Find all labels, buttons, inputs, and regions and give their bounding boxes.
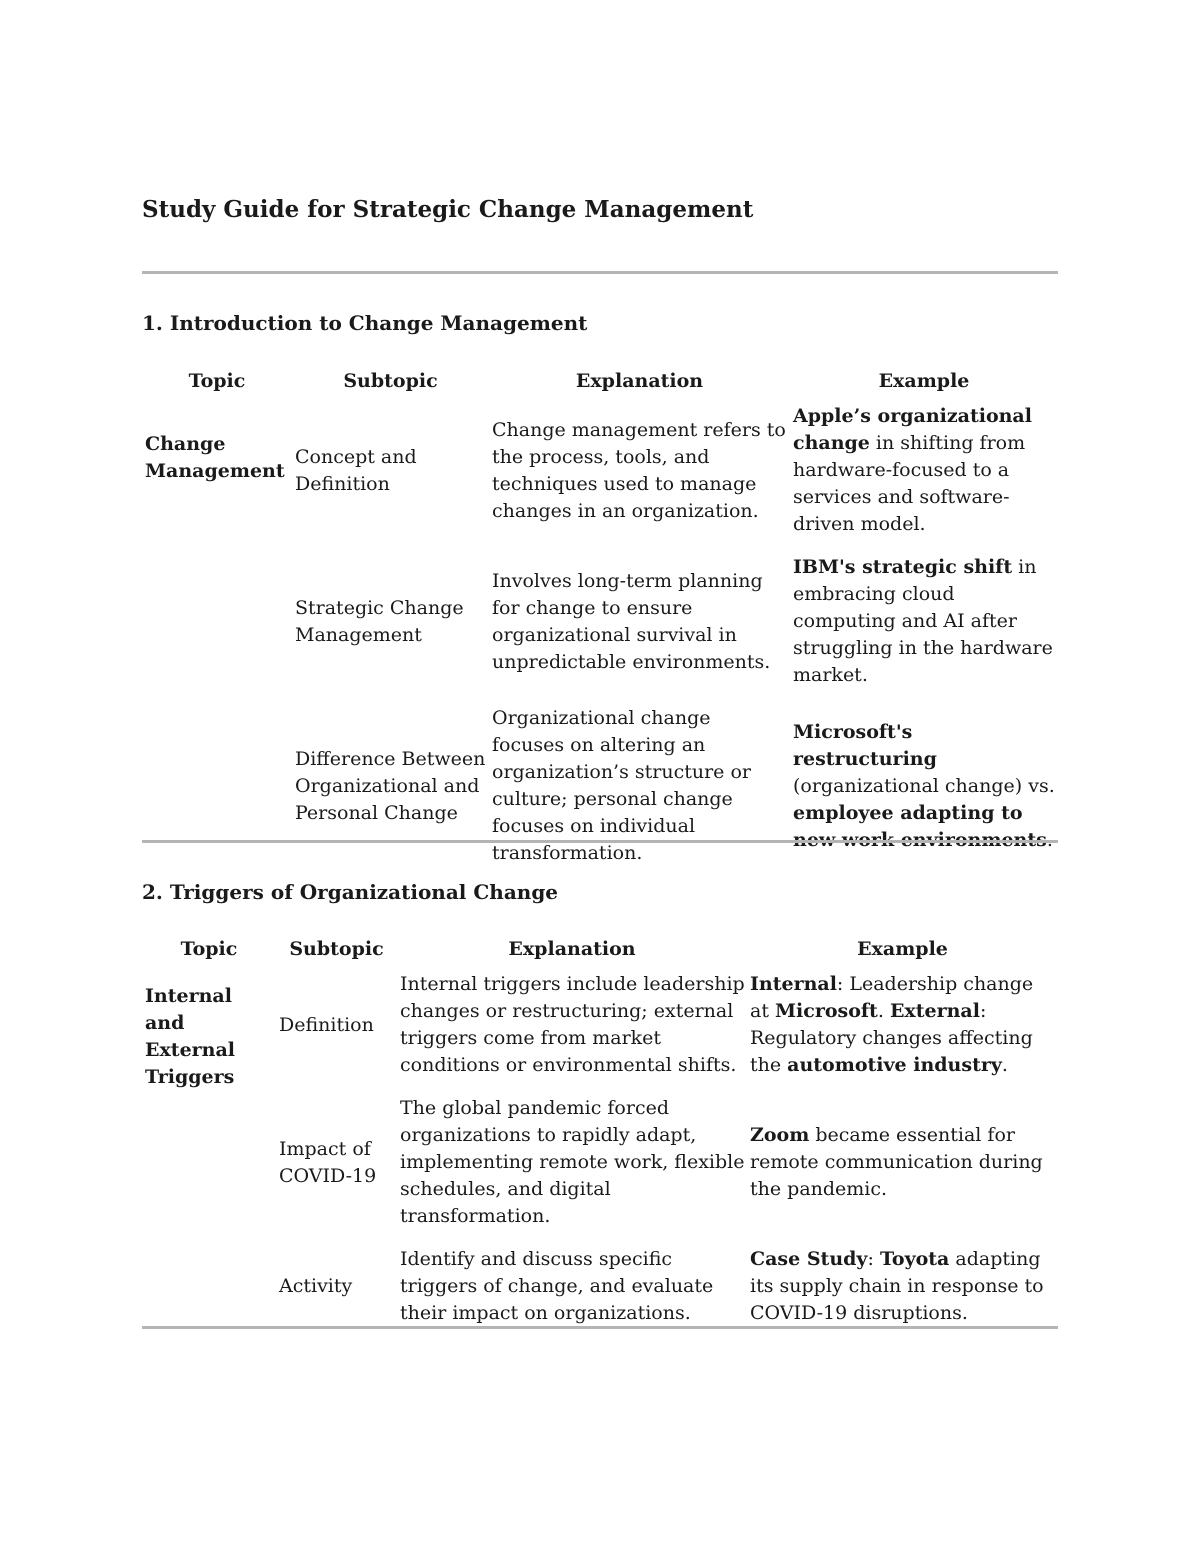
table-row bbox=[142, 971, 1058, 1095]
header-explanation: Explanation bbox=[508, 938, 636, 960]
example-text: in shifting from hardware-focused to a services and software-driven model. bbox=[793, 432, 1026, 535]
example-text: : bbox=[867, 1248, 880, 1270]
example-cell bbox=[790, 403, 1058, 554]
subtopic-cell: Activity bbox=[279, 1275, 353, 1297]
example-text: : Regulatory changes affecting the bbox=[750, 1000, 1033, 1076]
horizontal-rule bbox=[142, 840, 1058, 843]
section-2-table bbox=[142, 936, 1058, 1343]
explanation-cell: Internal triggers include leadership changes or restructuring; external triggers come from market conditions or environmental shifts. bbox=[400, 973, 745, 1076]
example-text: (organizational change) vs. bbox=[793, 774, 1055, 797]
example-text: Case Study bbox=[750, 1248, 868, 1270]
subtopic-cell: Difference Between Organizational and Personal Change bbox=[295, 747, 486, 824]
header-explanation: Explanation bbox=[575, 370, 704, 392]
example-text: became essential for remote communication during the pandemic. bbox=[750, 1124, 1043, 1200]
example-text: in embracing cloud computing and AI after struggling in the hardware market. bbox=[793, 556, 1053, 686]
section-1-table bbox=[142, 368, 1058, 883]
example-cell bbox=[790, 705, 1058, 883]
example-cell bbox=[747, 1095, 1058, 1246]
example-text: Microsoft bbox=[775, 1000, 878, 1022]
example-text: Microsoft's restructuring bbox=[793, 720, 937, 770]
explanation-cell: Involves long-term planning for change to ensure organizational survival in unpredictable environments. bbox=[492, 569, 771, 673]
example-text: : Leadership change at bbox=[750, 973, 1034, 1022]
subtopic-cell: Concept and Definition bbox=[295, 445, 417, 495]
example-text: adapting its supply chain in response to COVID-19 disruptions. bbox=[750, 1248, 1044, 1324]
document-title: Study Guide for Strategic Change Management bbox=[142, 196, 754, 223]
example-text: employee adapting to new work environments bbox=[793, 801, 1047, 851]
explanation-cell: The global pandemic forced organizations to rapidly adapt, implementing remote work, flexible schedules, and digital transformation. bbox=[400, 1097, 745, 1227]
explanation-cell: Organizational change focuses on altering an organization’s structure or culture; personal change focuses on individual transformation. bbox=[492, 707, 751, 864]
topic-cell: Internal and External Triggers bbox=[145, 985, 236, 1088]
header-topic: Topic bbox=[188, 370, 246, 392]
example-text: Internal bbox=[750, 973, 837, 995]
example-text: IBM's strategic shift bbox=[793, 556, 1013, 578]
header-subtopic: Subtopic bbox=[289, 938, 384, 960]
table-header-row bbox=[142, 368, 1058, 403]
table-header-row bbox=[142, 936, 1058, 971]
section-heading: 1. Introduction to Change Management bbox=[142, 311, 588, 335]
table-row bbox=[142, 403, 1058, 554]
topic-cell: Change Management bbox=[145, 433, 285, 482]
example-text: . bbox=[877, 1000, 890, 1022]
example-text: Zoom bbox=[750, 1124, 810, 1146]
example-cell bbox=[747, 971, 1058, 1095]
example-text: . bbox=[1001, 1054, 1008, 1076]
table-row bbox=[142, 1095, 1058, 1246]
subtopic-cell: Definition bbox=[279, 1013, 374, 1036]
subtopic-cell: Impact of COVID-19 bbox=[279, 1137, 377, 1187]
example-text: Toyota bbox=[879, 1248, 950, 1270]
example-cell bbox=[790, 554, 1058, 705]
explanation-cell: Change management refers to the process, tools, and techniques used to manage changes in an organization. bbox=[492, 418, 786, 522]
example-text: Apple’s organizational change bbox=[793, 405, 1032, 454]
header-topic: Topic bbox=[180, 938, 238, 960]
header-subtopic: Subtopic bbox=[343, 370, 438, 392]
example-text: automotive industry bbox=[787, 1054, 1002, 1076]
example-text: . bbox=[1046, 828, 1053, 851]
header-example: Example bbox=[878, 370, 970, 392]
section-heading: 2. Triggers of Organizational Change bbox=[142, 880, 559, 904]
subtopic-cell: Strategic Change Management bbox=[295, 596, 464, 646]
horizontal-rule bbox=[142, 1326, 1058, 1329]
explanation-cell: Identify and discuss specific triggers of change, and evaluate their impact on organizations. bbox=[400, 1248, 714, 1324]
horizontal-rule bbox=[142, 271, 1058, 274]
header-example: Example bbox=[857, 938, 948, 960]
example-text: External bbox=[889, 1000, 980, 1022]
